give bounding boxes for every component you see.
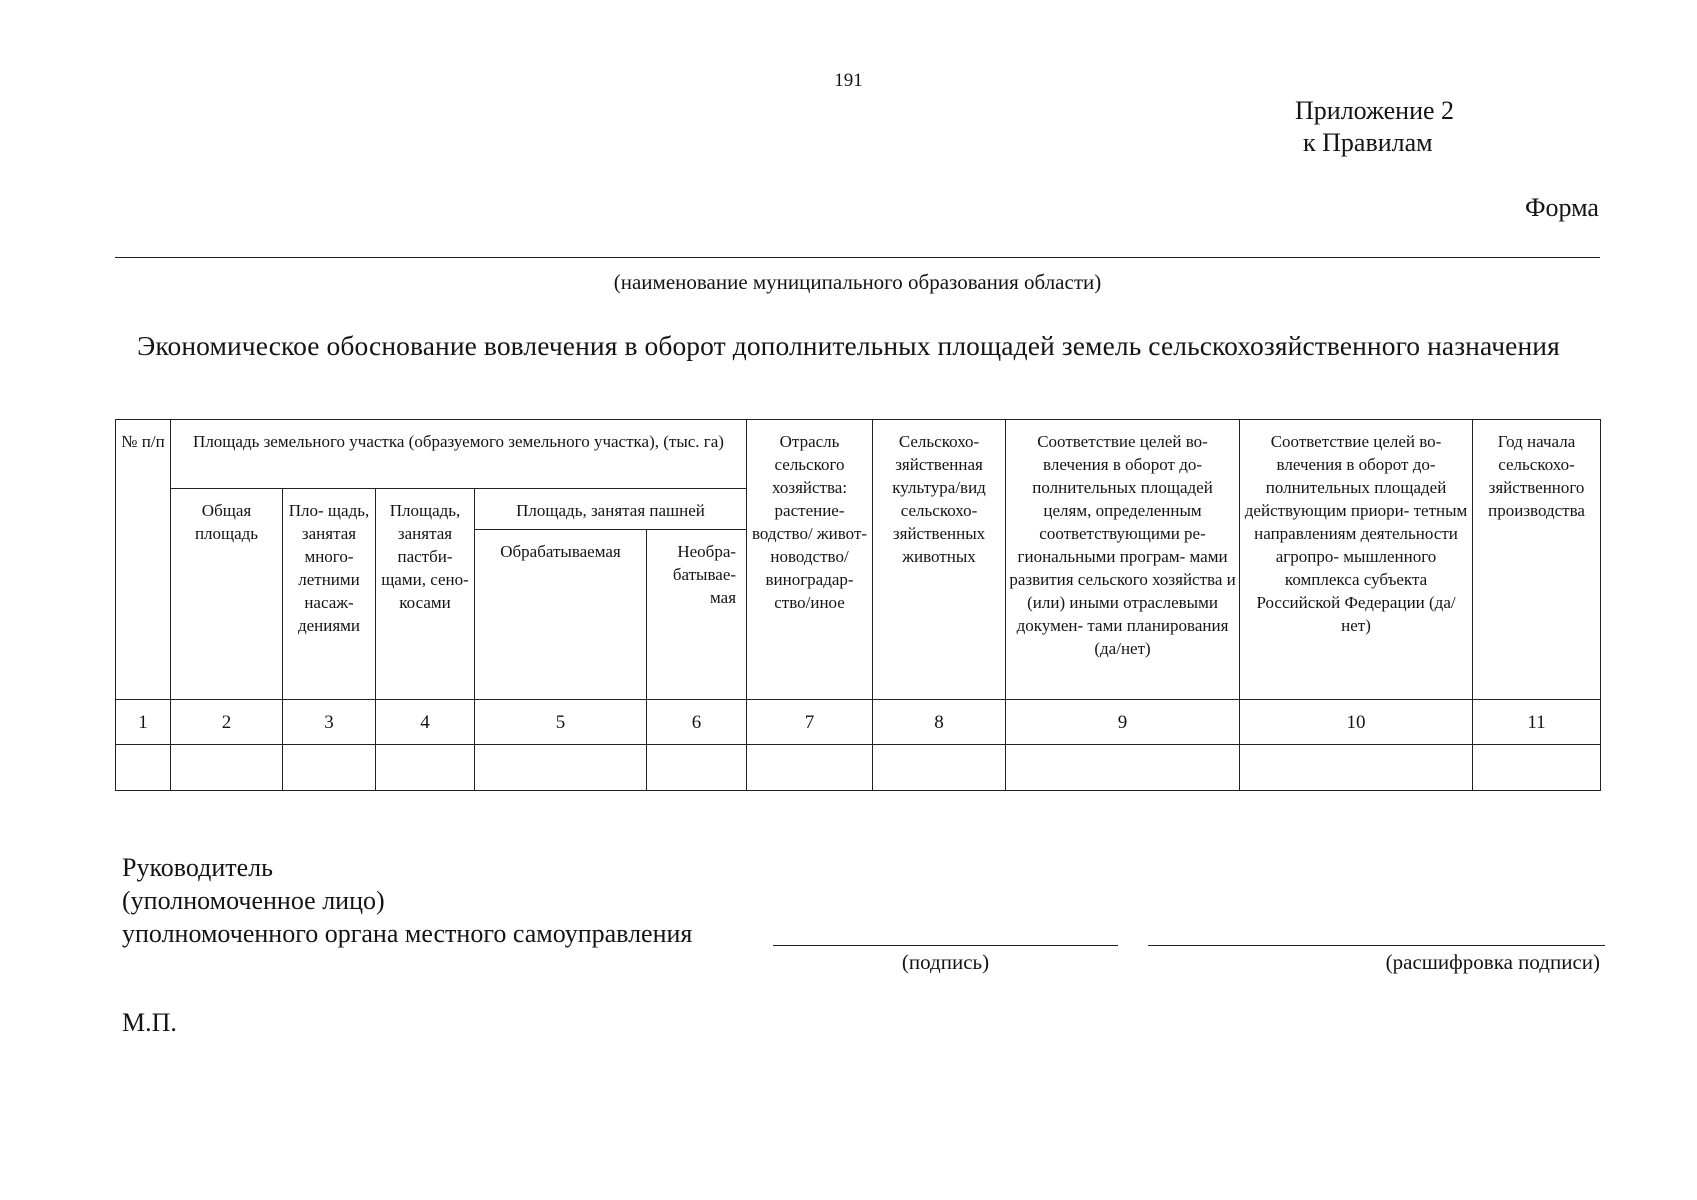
empty-cell [1006, 745, 1240, 791]
stamp-label: М.П. [122, 1008, 177, 1037]
header-priority-goals: Соответствие целей во- влечения в оборот до- полнительных площадей действующим приори- тетным направлениям деятельности агропро- мышленного комплекса субъекта Российской Федерации (да/нет) [1240, 420, 1473, 700]
municipality-caption: (наименование муниципального образования области) [613, 270, 1102, 294]
empty-cell [475, 745, 647, 791]
page-number: 191 [834, 70, 863, 91]
empty-cell [647, 745, 747, 791]
municipality-fill-line [115, 257, 1600, 258]
header-area-group: Площадь земельного участка (образуемого земельного участка), (тыс. га) [171, 420, 747, 489]
header-cultivated: Обрабатываемая [475, 530, 647, 700]
empty-data-row [116, 745, 1601, 791]
column-number-row [116, 700, 1601, 745]
empty-cell [171, 745, 283, 791]
empty-cell [116, 745, 171, 791]
form-label: Форма [1525, 193, 1599, 222]
signature-caption: (подпись) [901, 950, 990, 974]
empty-cell [376, 745, 475, 791]
header-arable-group: Площадь, занятая пашней [475, 489, 747, 530]
appendix-line-1: Приложение 2 [1295, 96, 1455, 125]
signatory-line-1: Руководитель [122, 853, 273, 882]
column-number: 5 [475, 700, 647, 745]
column-number: 9 [1006, 700, 1240, 745]
document-title: Экономическое обоснование вовлечения в оборот дополнительных площадей земель сельскохозяйственного назначения [137, 330, 1560, 361]
signature-decoding-caption: (расшифровка подписи) [1385, 950, 1600, 974]
empty-cell [747, 745, 873, 791]
signature-line [773, 945, 1118, 946]
column-number: 4 [376, 700, 475, 745]
header-crop: Сельскохо- зяйственная культура/вид сельскохо- зяйственных животных [873, 420, 1006, 700]
signatory-block [122, 851, 692, 950]
column-number: 10 [1240, 700, 1473, 745]
header-regional-goals: Соответствие целей во- влечения в оборот до- полнительных площадей целям, определенным соответствующими ре- гиональными програм- мами развития сельского хозяйства и (или) иными отраслевыми докумен- тами планирования (да/нет) [1006, 420, 1240, 700]
header-row-number: № п/п [116, 420, 171, 700]
column-number: 2 [171, 700, 283, 745]
column-number: 6 [647, 700, 747, 745]
header-uncultivated: Необра- батывае- мая [647, 530, 747, 700]
empty-cell [1473, 745, 1601, 791]
column-number: 1 [116, 700, 171, 745]
column-number: 8 [873, 700, 1006, 745]
empty-cell [283, 745, 376, 791]
signatory-line-3: уполномоченного органа местного самоуправления [122, 919, 693, 948]
column-number: 11 [1473, 700, 1601, 745]
header-industry: Отрасль сельского хозяйства: растение- водство/ живот- новодство/ виноградар- ство/иное [747, 420, 873, 700]
signatory-line-2: (уполномоченное лицо) [122, 886, 385, 915]
signature-decoding-line [1148, 945, 1605, 946]
economic-justification-table [115, 419, 1601, 791]
column-number: 3 [283, 700, 376, 745]
header-perennial-area: Пло- щадь, занятая много- летними насаж- дениями [283, 489, 376, 700]
appendix-heading [1295, 95, 1454, 159]
column-number: 7 [747, 700, 873, 745]
empty-cell [1240, 745, 1473, 791]
header-pasture-area: Площадь, занятая пастби- щами, сено- косами [376, 489, 475, 700]
header-total-area: Общая площадь [171, 489, 283, 700]
empty-cell [873, 745, 1006, 791]
header-start-year: Год начала сельскохо- зяйственного производства [1473, 420, 1601, 700]
appendix-line-2: к Правилам [1303, 128, 1433, 157]
